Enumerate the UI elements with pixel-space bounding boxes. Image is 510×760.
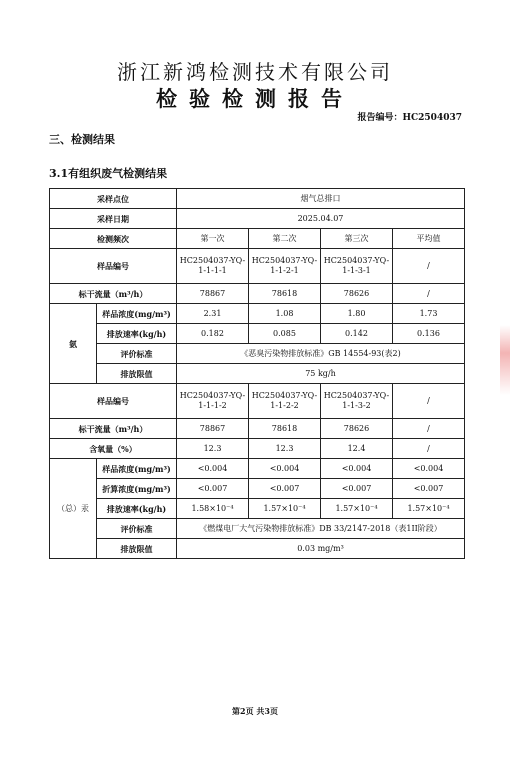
- sample-no-cell: /: [393, 384, 465, 419]
- standard-label: 评价标准: [97, 519, 177, 539]
- page-footer: 第2页 共3页: [232, 706, 278, 716]
- sample-no-label: 样品编号: [50, 249, 177, 284]
- report-number: 报告编号：HC2504037: [357, 113, 462, 123]
- flow-cell: 78618: [249, 284, 321, 304]
- table-row: [50, 304, 465, 324]
- table-row: [50, 209, 465, 229]
- rate-cell: 1.57×10⁻⁴: [393, 499, 465, 519]
- limit-value: 0.03 mg/m³: [177, 539, 465, 559]
- sample-no-cell: HC2504037-YQ-1-1-2-1: [249, 249, 321, 284]
- conc-cell: 1.80: [321, 304, 393, 324]
- table-row: [50, 284, 465, 304]
- conv-cell: <0.007: [177, 479, 249, 499]
- sample-no-cell: HC2504037-YQ-1-1-2-2: [249, 384, 321, 419]
- rate-cell: 0.085: [249, 324, 321, 344]
- mercury-label: （总）汞: [50, 459, 97, 559]
- table-row: [50, 539, 465, 559]
- sampling-point-value: 烟气总排口: [177, 189, 465, 209]
- table-row: [50, 249, 465, 284]
- rate-cell: 1.57×10⁻⁴: [249, 499, 321, 519]
- sample-no-cell: HC2504037-YQ-1-1-3-1: [321, 249, 393, 284]
- rate-cell: 1.58×10⁻⁴: [177, 499, 249, 519]
- table-row: [50, 519, 465, 539]
- freq-cell: 平均值: [393, 229, 465, 249]
- table-row: [50, 324, 465, 344]
- oxygen-cell: 12.4: [321, 439, 393, 459]
- subsection-title: 3.1有组织废气检测结果: [49, 167, 168, 180]
- conc-cell: <0.004: [249, 459, 321, 479]
- limit-label: 排放限值: [97, 364, 177, 384]
- conc-label: 样品浓度(mg/m³): [97, 304, 177, 324]
- rate-cell: 0.182: [177, 324, 249, 344]
- limit-label: 排放限值: [97, 539, 177, 559]
- table-row: [50, 344, 465, 364]
- freq-cell: 第三次: [321, 229, 393, 249]
- table-row: [50, 419, 465, 439]
- rate-label: 排放速率(kg/h): [97, 499, 177, 519]
- flow-cell: /: [393, 419, 465, 439]
- freq-cell: 第二次: [249, 229, 321, 249]
- conv-cell: <0.007: [393, 479, 465, 499]
- report-title: 检验检测报告: [156, 87, 354, 111]
- table-row: [50, 229, 465, 249]
- sample-no-cell: HC2504037-YQ-1-1-3-2: [321, 384, 393, 419]
- flow-cell: 78867: [177, 419, 249, 439]
- table-row: [50, 364, 465, 384]
- flow-cell: 78626: [321, 419, 393, 439]
- conc-cell: <0.004: [393, 459, 465, 479]
- conc-label: 样品浓度(mg/m³): [97, 459, 177, 479]
- sample-no-label: 样品编号: [50, 384, 177, 419]
- rate-cell: 0.142: [321, 324, 393, 344]
- conc-cell: <0.004: [321, 459, 393, 479]
- conc-cell: 1.08: [249, 304, 321, 324]
- conc-cell: <0.004: [177, 459, 249, 479]
- sample-no-cell: HC2504037-YQ-1-1-1-1: [177, 249, 249, 284]
- standard-value: 《恶臭污染物排放标准》GB 14554-93(表2): [177, 344, 465, 364]
- table-row: [50, 189, 465, 209]
- standard-label: 评价标准: [97, 344, 177, 364]
- flow-label: 标干流量（m³/h）: [50, 419, 177, 439]
- oxygen-cell: 12.3: [249, 439, 321, 459]
- results-table: [49, 188, 465, 559]
- flow-label: 标干流量（m³/h）: [50, 284, 177, 304]
- section-title: 三、检测结果: [49, 133, 115, 146]
- standard-value: 《燃煤电厂大气污染物排放标准》DB 33/2147-2018（表1II阶段）: [177, 519, 465, 539]
- sampling-date-label: 采样日期: [50, 209, 177, 229]
- conc-cell: 2.31: [177, 304, 249, 324]
- flow-cell: /: [393, 284, 465, 304]
- table-row: [50, 479, 465, 499]
- table-row: [50, 459, 465, 479]
- flow-cell: 78618: [249, 419, 321, 439]
- sampling-date-value: 2025.04.07: [177, 209, 465, 229]
- table-row: [50, 439, 465, 459]
- limit-value: 75 kg/h: [177, 364, 465, 384]
- conv-cell: <0.007: [249, 479, 321, 499]
- company-name: 浙江新鸿检测技术有限公司: [117, 60, 393, 84]
- sampling-point-label: 采样点位: [50, 189, 177, 209]
- conv-label: 折算浓度(mg/m³): [97, 479, 177, 499]
- seal-stamp-edge: [500, 325, 510, 395]
- rate-cell: 0.136: [393, 324, 465, 344]
- ammonia-label: 氨: [50, 304, 97, 384]
- freq-cell: 第一次: [177, 229, 249, 249]
- oxygen-cell: /: [393, 439, 465, 459]
- rate-label: 排放速率(kg/h): [97, 324, 177, 344]
- frequency-label: 检测频次: [50, 229, 177, 249]
- rate-cell: 1.57×10⁻⁴: [321, 499, 393, 519]
- conv-cell: <0.007: [321, 479, 393, 499]
- table-row: [50, 499, 465, 519]
- sample-no-cell: HC2504037-YQ-1-1-1-2: [177, 384, 249, 419]
- table-row: [50, 384, 465, 419]
- oxygen-label: 含氧量（%）: [50, 439, 177, 459]
- flow-cell: 78867: [177, 284, 249, 304]
- flow-cell: 78626: [321, 284, 393, 304]
- conc-cell: 1.73: [393, 304, 465, 324]
- oxygen-cell: 12.3: [177, 439, 249, 459]
- sample-no-cell: /: [393, 249, 465, 284]
